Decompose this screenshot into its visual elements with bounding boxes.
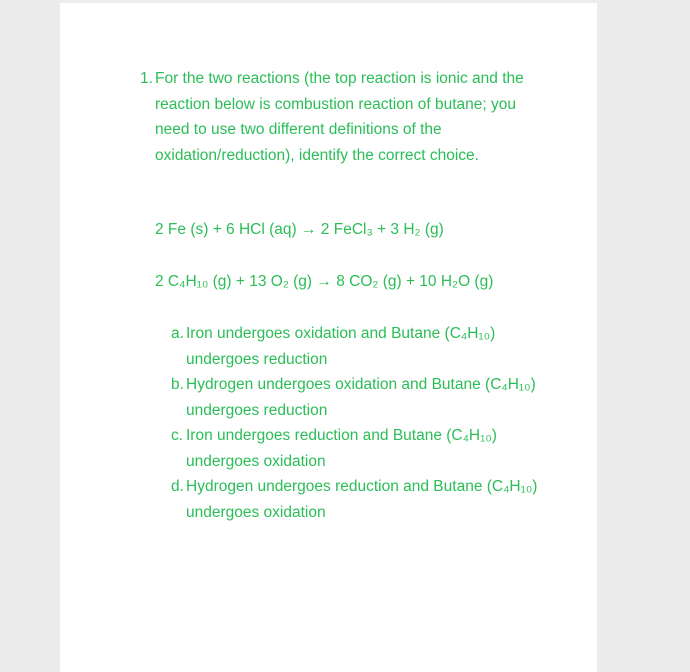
choice-letter: a. (171, 325, 184, 342)
document-page (60, 3, 597, 672)
choice-letter: b. (171, 376, 184, 393)
choice-b[interactable] (171, 372, 551, 423)
question-1 (140, 66, 540, 168)
question-number: 1. (140, 70, 153, 87)
equation-butane-combustion: 2 C₄H₁₀ (g) + 13 O₂ (g) → 8 CO₂ (g) + 10 H₂O (g) (155, 273, 494, 290)
choice-letter: d. (171, 478, 184, 495)
choice-d[interactable] (171, 474, 551, 525)
choice-text: Iron undergoes reduction and Butane (C₄H₁₀) undergoes oxidation (186, 427, 497, 470)
question-text: For the two reactions (the top reaction is ionic and the reaction below is combustion reaction of butane; you need to use two different definitions of the oxidation/reduction), identify the correct choice. (155, 70, 524, 164)
choice-a[interactable] (171, 321, 551, 372)
answer-choices (171, 321, 551, 525)
choice-letter: c. (171, 427, 184, 444)
choice-c[interactable] (171, 423, 551, 474)
choice-text: Iron undergoes oxidation and Butane (C₄H₁₀) undergoes reduction (186, 325, 496, 368)
choice-text: Hydrogen undergoes reduction and Butane (C₄H₁₀) undergoes oxidation (186, 478, 538, 521)
equation-iron-hcl: 2 Fe (s) + 6 HCl (aq) → 2 FeCl₃ + 3 H₂ (g) (155, 221, 444, 238)
choice-text: Hydrogen undergoes oxidation and Butane (C₄H₁₀) undergoes reduction (186, 376, 536, 419)
